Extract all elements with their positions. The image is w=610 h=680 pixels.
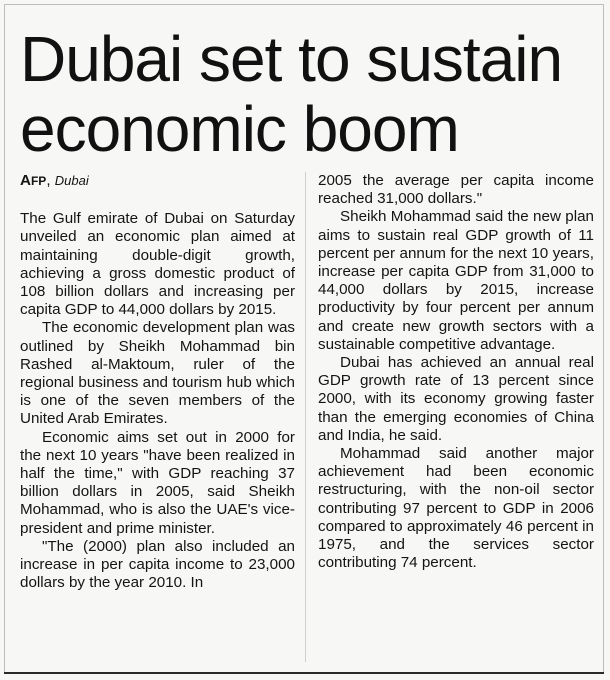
article-headline: Dubai set to sustain economic boom [20,23,563,165]
byline [20,172,295,190]
byline-agency [20,172,46,189]
byline-place: Dubai [54,173,89,188]
paragraph: "The (2000) plan also included an increase in per capita income to 23,000 dollars by the year 2010. In [20,537,295,592]
byline-agency-initial: A [20,172,31,189]
paragraph: Sheikh Mohammad said the new plan aims to sustain real GDP growth of 11 percent per annum for the next 10 years, increase per capita GDP from 31,000 to 44,000 dollars by 2015, increase productivity by four percent per annum and create new growth sectors with a sustainable competitive advantage. [318,208,594,353]
paragraph: 2005 the average per capita income reached 31,000 dollars." [318,172,594,208]
left-column [20,172,295,592]
paragraph: The Gulf emirate of Dubai on Saturday unveiled an economic plan aimed at maintaining double-digit growth, achieving a gross domestic product of 108 billion dollars and increasing per capita GDP to 44,000 dollars by 2015. [20,210,295,319]
byline-agency-rest: FP [30,174,47,188]
paragraph: Economic aims set out in 2000 for the next 10 years "have been realized in half the time," with GDP reaching 37 billion dollars in 2005, said Sheikh Mohammad, who is also the UAE's vice-president and prime minister. [20,428,295,537]
paragraph: Dubai has achieved an annual real GDP growth rate of 13 percent since 2000, with its economy growing faster than the emerging economies of China and India, he said. [318,354,594,444]
byline-separator: , [46,172,55,189]
column-divider [305,172,306,662]
bottom-rule [4,672,604,674]
right-column [318,172,594,572]
paragraph: Mohammad said another major achievement had been economic restructuring, with the non-oil sector contributing 97 percent to GDP in 2006 compared to approximately 46 percent in 1975, and the services sector contributing 74 percent. [318,445,594,572]
paragraph: The economic development plan was outlined by Sheikh Mohammad bin Rashed al-Maktoum, ruler of the regional business and tourism hub which is one of the seven members of the United Arab Emirates. [20,319,295,428]
